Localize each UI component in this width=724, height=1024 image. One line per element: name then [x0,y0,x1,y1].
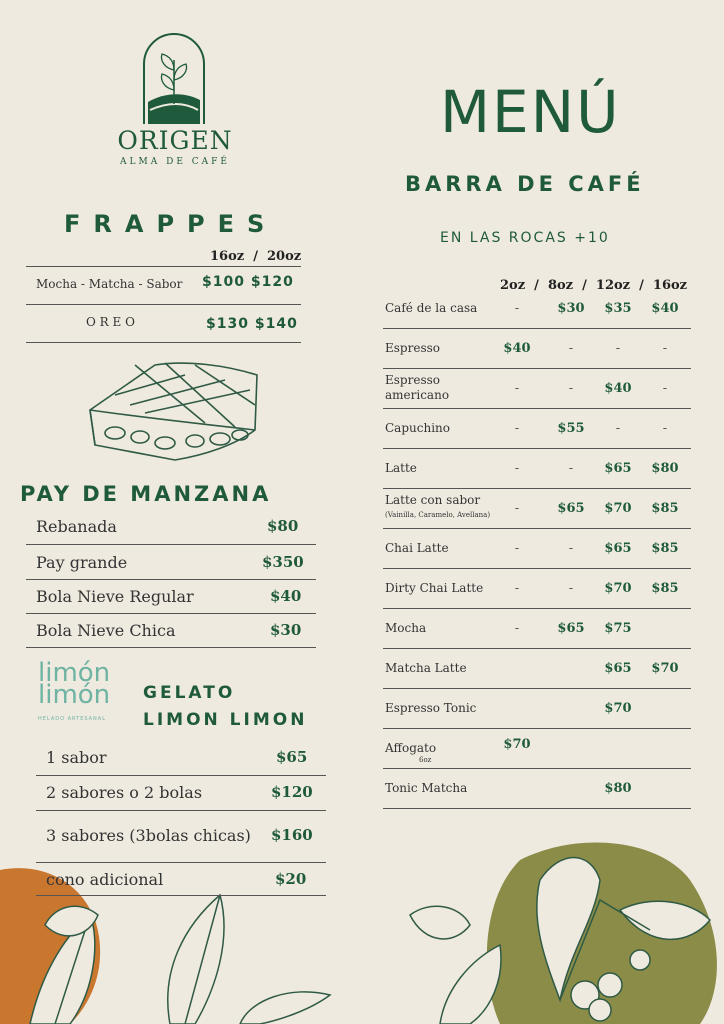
frappe-name: O R E O [86,315,135,329]
barra-item-name: Capuchino [385,421,450,435]
barra-price-12oz: $40 [604,381,632,396]
limon-limon-logo [38,658,111,730]
pay-row [26,546,316,580]
barra-price-8oz: $65 [557,621,585,636]
barra-price-2oz: - [514,501,520,516]
gelato-price: $120 [271,783,313,801]
barra-subtitle: EN LAS ROCAS +10 [440,230,610,246]
logo-sub: HELADO ARTESANAL [38,716,106,722]
barra-price-12oz: - [615,341,621,356]
barra-item-note: (Vainilla, Caramelo, Avellana) [385,511,491,519]
pay-name: Bola Nieve Regular [36,587,194,606]
barra-row [383,289,691,329]
gelato-name: 2 sabores o 2 bolas [46,783,203,802]
barra-row [383,689,691,729]
barra-price-12oz: $65 [604,541,632,556]
barra-price-12oz: $35 [604,301,632,316]
barra-row [383,369,691,409]
frappe-row [26,266,301,304]
barra-price-16oz: - [662,421,668,436]
barra-price-16oz: $40 [651,301,679,316]
barra-price-2oz: - [514,301,520,316]
barra-item-name: Espresso Tonic [385,701,477,715]
gelato-row [36,862,326,898]
pay-name: Bola Nieve Chica [36,621,176,640]
frappe-price: $130 $140 [206,316,298,332]
barra-price-12oz: $70 [604,501,632,516]
barra-price-8oz: - [568,341,574,356]
barra-price-16oz: $70 [651,661,679,676]
barra-row [383,729,691,769]
barra-price-2oz: $40 [503,341,531,356]
barra-price-8oz: - [568,581,574,596]
gelato-title-line-1: GELATO [143,683,236,703]
barra-price-12oz: $80 [604,781,632,796]
gelato-name: 1 sabor [46,748,107,767]
barra-row [383,569,691,609]
barra-row [383,609,691,649]
barra-price-2oz: - [514,621,520,636]
barra-price-8oz: $65 [557,501,585,516]
barra-item-name: Café de la casa [385,301,478,315]
barra-price-12oz: - [615,421,621,436]
barra-price-2oz: - [514,581,520,596]
barra-price-12oz: $65 [604,661,632,676]
barra-price-16oz: $80 [651,461,679,476]
barra-price-2oz: - [514,381,520,396]
gelato-title [143,680,307,734]
barra-item-note: 6oz [419,756,432,764]
pay-price: $40 [270,587,302,605]
page-title: MENÚ [440,78,621,146]
barra-item-name: Latte [385,461,417,475]
pay-title: PAY DE MANZANA [20,482,272,506]
barra-row [383,409,691,449]
frappe-price: $100 $120 [202,274,294,290]
logo-line-1: limón [38,658,111,688]
barra-price-8oz: $55 [557,421,585,436]
barra-row [383,329,691,369]
barra-price-8oz: - [568,541,574,556]
barra-price-8oz: - [568,461,574,476]
apple-pie-icon [85,355,265,465]
barra-price-16oz: - [662,341,668,356]
pay-price: $80 [267,517,299,535]
barra-row [383,529,691,569]
barra-price-8oz: $30 [557,301,585,316]
barra-price-2oz: - [514,421,520,436]
barra-price-12oz: $70 [604,701,632,716]
barra-price-2oz: - [514,461,520,476]
barra-item-name: Mocha [385,621,427,635]
barra-item-name: Affogato [385,741,437,755]
barra-price-2oz: - [514,541,520,556]
pay-name: Rebanada [36,517,117,536]
barra-item-name: Matcha Latte [385,661,467,675]
gelato-row [36,818,326,854]
pay-row [26,580,316,614]
frappes-sizes-header: 16oz / 20oz [210,249,302,264]
barra-price-2oz: $70 [503,737,531,752]
barra-title: BARRA DE CAFÉ [405,172,645,196]
gelato-price: $20 [275,870,307,888]
barra-price-16oz: - [662,381,668,396]
barra-sizes-header: 2oz / 8oz / 12oz / 16oz [500,278,688,293]
pay-row [26,510,316,544]
barra-item-name: Espresso americano [385,373,450,402]
barra-price-12oz: $75 [604,621,632,636]
gelato-name: 3 sabores (3bolas chicas) [46,826,251,845]
barra-row [383,489,691,529]
barra-row [383,449,691,489]
barra-price-16oz: $85 [651,541,679,556]
pay-price: $30 [270,621,302,639]
pay-name: Pay grande [36,553,128,572]
pay-price: $350 [262,553,304,571]
barra-item-name: Dirty Chai Latte [385,581,484,595]
gelato-price: $160 [271,826,313,844]
barra-price-8oz: - [568,381,574,396]
frappe-name: Mocha - Matcha - Sabor [36,277,183,291]
gelato-title-line-2: LIMON LIMON [143,710,308,730]
gelato-price: $65 [276,748,308,766]
barra-item-name: Espresso [385,341,440,355]
frappe-row [26,304,301,342]
barra-item-name: Chai Latte [385,541,449,555]
gelato-row [36,740,326,776]
logo-arch-icon [140,30,208,126]
brand-name: ORIGEN [117,126,233,155]
gelato-name: cono adicional [46,870,164,889]
barra-price-16oz: $85 [651,581,679,596]
brand-tagline: ALMA DE CAFÉ [120,157,230,167]
barra-row [383,649,691,689]
pay-row [26,614,316,648]
barra-item-name: Latte con sabor [385,493,481,507]
barra-row [383,769,691,809]
frappes-title: FRAPPES [64,210,278,238]
barra-item-name: Tonic Matcha [385,781,468,795]
barra-price-16oz: $85 [651,501,679,516]
row-divider [383,808,691,809]
barra-price-12oz: $70 [604,581,632,596]
logo-line-2: limón [38,680,111,710]
barra-price-12oz: $65 [604,461,632,476]
gelato-row [36,775,326,811]
